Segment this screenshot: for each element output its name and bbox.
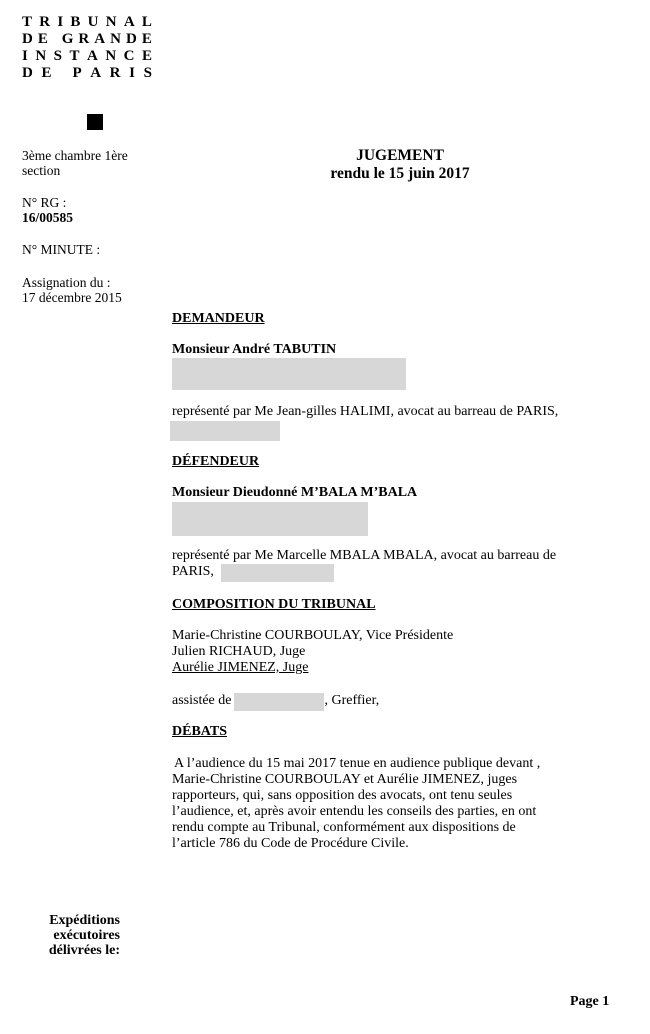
court-letter: E — [141, 48, 152, 64]
redacted-block — [170, 421, 280, 441]
court-letter: T — [22, 14, 33, 30]
court-letter: D — [126, 31, 137, 47]
court-line-1 — [22, 14, 152, 31]
demandeur-heading: DEMANDEUR — [172, 311, 265, 326]
court-letter: A — [86, 48, 98, 64]
debats-line-1: A l’audience du 15 mai 2017 tenue en audience publique devant , — [174, 756, 541, 771]
defendeur-representation — [172, 548, 617, 582]
redacted-inline — [234, 693, 324, 711]
composition-members — [172, 628, 617, 676]
court-letter: R — [78, 31, 90, 47]
defendeur-name: Monsieur Dieudonné M’BALA M’BALA — [172, 485, 418, 500]
court-line-3 — [22, 48, 152, 65]
court-line-2 — [22, 31, 152, 48]
defendeur-representation-line-2-text: PARIS, — [172, 564, 214, 579]
court-letter: D — [22, 31, 33, 47]
composition-heading: COMPOSITION DU TRIBUNAL — [172, 597, 376, 612]
court-line-4 — [22, 65, 152, 82]
debats-line-5: rendu compte au Tribunal, conformément aux dispositions de — [172, 820, 516, 835]
defendeur-representation-line-2 — [172, 564, 617, 582]
member-1: Marie-Christine COURBOULAY, Vice Présidente — [172, 628, 454, 643]
court-letter: B — [70, 14, 81, 30]
court-letter: E — [141, 31, 152, 47]
court-letter: D — [22, 65, 33, 81]
court-letter: T — [69, 48, 80, 64]
member-2: Julien RICHAUD, Juge — [172, 644, 306, 659]
seal-square-icon — [87, 114, 103, 130]
demandeur-representation: représenté par Me Jean-gilles HALIMI, avocat au barreau de PARIS, — [172, 404, 559, 419]
court-letter: A — [90, 65, 102, 81]
court-letter — [60, 65, 64, 82]
expeditions-line-1: Expéditions — [49, 913, 120, 928]
demandeur-name: Monsieur André TABUTIN — [172, 342, 337, 357]
assignation-date: 17 décembre 2015 — [22, 290, 122, 305]
court-letter: I — [129, 65, 135, 81]
assistee-suffix: , Greffier, — [324, 693, 380, 708]
rg-label: N° RG : — [22, 195, 67, 210]
rg-number — [22, 195, 152, 225]
court-letter: R — [109, 65, 121, 81]
debats-line-4: l’audience, et, après avoir entendu les conseils des parties, en ont — [172, 804, 537, 819]
court-letter: S — [143, 65, 152, 81]
court-letter: C — [123, 48, 135, 64]
defendeur-representation-line-1: représenté par Me Marcelle MBALA MBALA, avocat au barreau de — [172, 548, 557, 563]
minute-label: N° MINUTE : — [22, 242, 101, 257]
assignation-label: Assignation du : — [22, 275, 111, 290]
chamber — [22, 148, 152, 178]
chamber-line-1: 3ème chambre 1ère — [22, 148, 128, 163]
court-letter: N — [105, 14, 117, 30]
court-letter: I — [22, 48, 28, 64]
judgment-date: rendu le 15 juin 2017 — [330, 165, 470, 182]
court-letter: N — [110, 31, 121, 47]
debats-line-3: rapporteurs, qui, sans opposition des avocats, ont tenu seules — [172, 788, 513, 803]
chamber-line-2: section — [22, 163, 61, 178]
court-letter: P — [72, 65, 82, 81]
expeditions-label — [16, 913, 120, 958]
court-letter: G — [61, 31, 74, 47]
rg-value: 16/00585 — [22, 210, 74, 225]
court-letter: I — [57, 14, 64, 30]
page-number: Page 1 — [570, 994, 610, 1009]
court-letter: N — [35, 48, 47, 64]
court-letter: N — [105, 48, 117, 64]
court-letter: A — [123, 14, 135, 30]
judgment-title — [290, 147, 510, 183]
judgment-title-text: JUGEMENT — [356, 147, 444, 164]
debats-text — [172, 756, 617, 852]
assignation — [22, 275, 152, 305]
expeditions-line-2: exécutoires — [53, 928, 120, 943]
court-name — [22, 14, 152, 82]
court-letter: S — [53, 48, 62, 64]
court-letter: L — [141, 14, 152, 30]
expeditions-line-3: délivrées le: — [48, 943, 120, 958]
court-letter: U — [87, 14, 99, 30]
debats-heading: DÉBATS — [172, 724, 227, 739]
court-letter: E — [37, 31, 48, 47]
greffier-line — [172, 693, 617, 711]
court-letter: E — [41, 65, 52, 81]
court-letter — [53, 31, 57, 48]
debats-line-6: l’article 786 du Code de Procédure Civile. — [172, 836, 409, 851]
redacted-address-block — [172, 358, 406, 390]
redacted-address-block — [172, 502, 368, 536]
member-3: Aurélie JIMENEZ, Juge — [172, 660, 309, 675]
assistee-prefix: assistée de — [172, 693, 232, 708]
defendeur-heading: DÉFENDEUR — [172, 454, 260, 469]
court-letter: R — [39, 14, 51, 30]
debats-line-2: Marie-Christine COURBOULAY et Aurélie JIMENEZ, juges — [172, 772, 518, 787]
court-letter: A — [94, 31, 106, 47]
redacted-inline — [221, 564, 334, 582]
